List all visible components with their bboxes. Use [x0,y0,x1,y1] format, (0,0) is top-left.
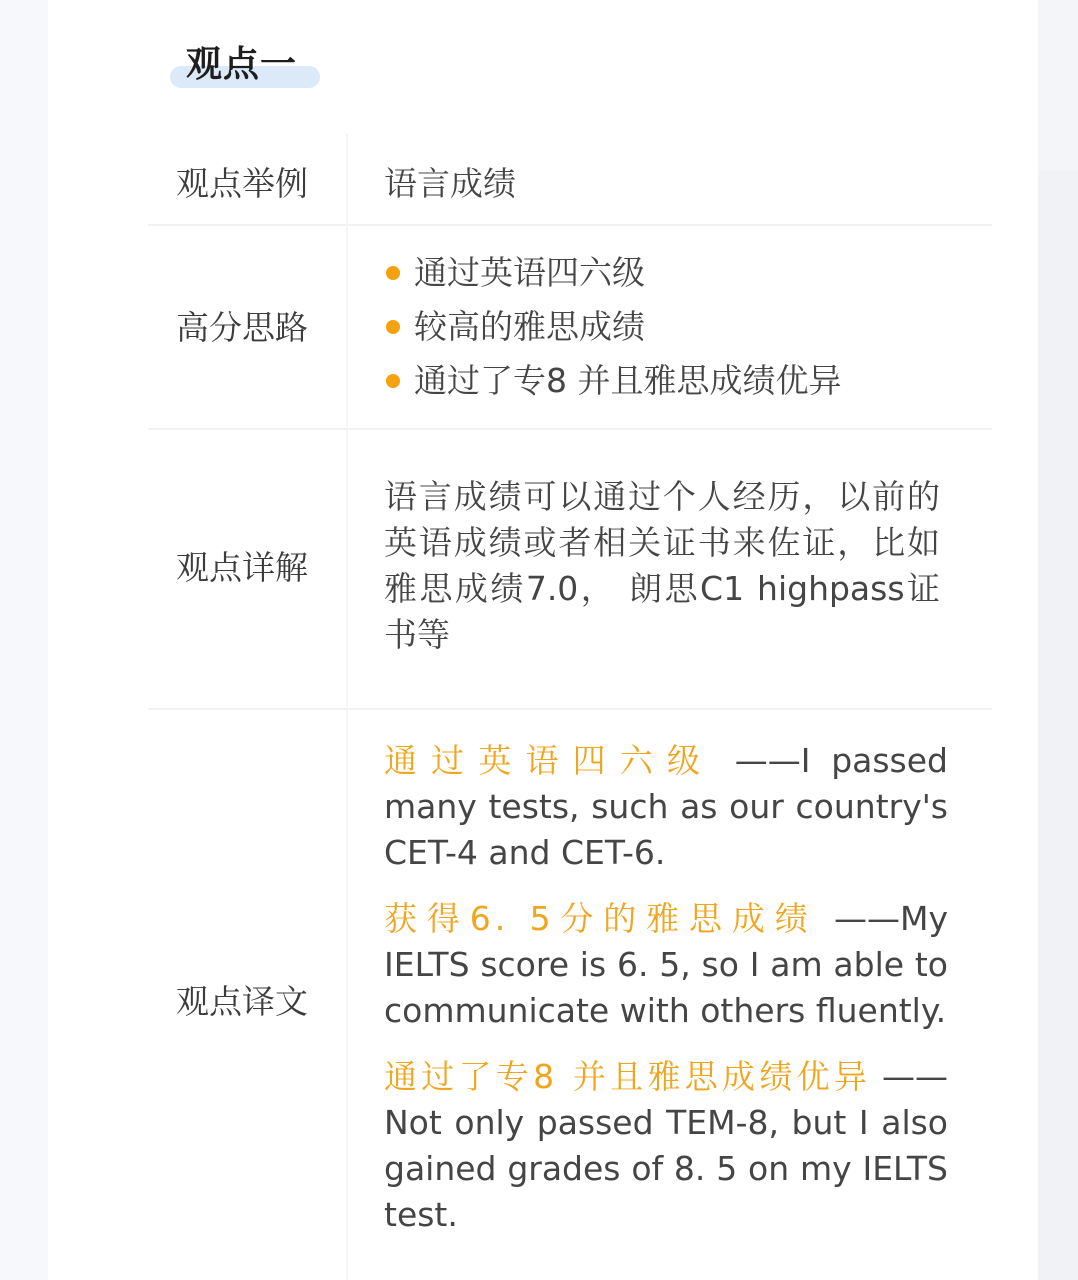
translation-text: ——I passed many tests, such as our country's CET-4 and CET-6. [384,741,948,872]
table-row-example [148,134,992,226]
section-title [170,36,322,90]
bullet-dot-icon [386,320,400,334]
translation-list [384,738,946,1258]
row-value-detail: 语言成绩可以通过个人经历，以前的英语成绩或者相关证书来佐证，比如雅思成绩7.0， 朗思C1 highpass证书等 [384,477,940,654]
column-divider [346,430,348,710]
table-row-ideas [148,226,992,430]
translation-item [384,738,948,876]
translation-item [384,896,948,1034]
translation-keyword: 通过了专8 并且雅思成绩优异 [384,1057,872,1096]
table-row-translation [148,710,992,1280]
translation-keyword: 获得6. 5分的雅思成绩 [384,899,818,938]
table-row-detail [148,430,992,710]
row-label-detail: 观点详解 [176,548,308,587]
row-label-ideas: 高分思路 [176,308,308,347]
bullet-dot-icon [386,266,400,280]
row-value-example: 语言成绩 [384,164,516,203]
column-divider [346,710,348,1280]
page-margin-left [0,0,48,1280]
list-item: 较高的雅思成绩 [384,300,946,354]
translation-text: —— Not only passed TEM-8, but I also gained grades of 8. 5 on my IELTS test. [384,1057,948,1234]
column-divider [346,226,348,430]
translation-text: ——My IELTS score is 6. 5, so I am able to communicate with others fluently. [384,899,948,1030]
bullet-dot-icon [386,374,400,388]
column-divider [346,134,348,226]
page-margin-right [1038,170,1078,1280]
row-label-example: 观点举例 [176,164,308,203]
translation-keyword: 通过英语四六级 [384,741,715,780]
row-label-translation: 观点译文 [176,982,308,1021]
ideas-list [384,246,946,408]
section-title-text: 观点一 [186,44,298,85]
list-item: 通过英语四六级 [384,246,946,300]
list-item: 通过了专8 并且雅思成绩优异 [384,354,946,408]
translation-item [384,1054,948,1238]
